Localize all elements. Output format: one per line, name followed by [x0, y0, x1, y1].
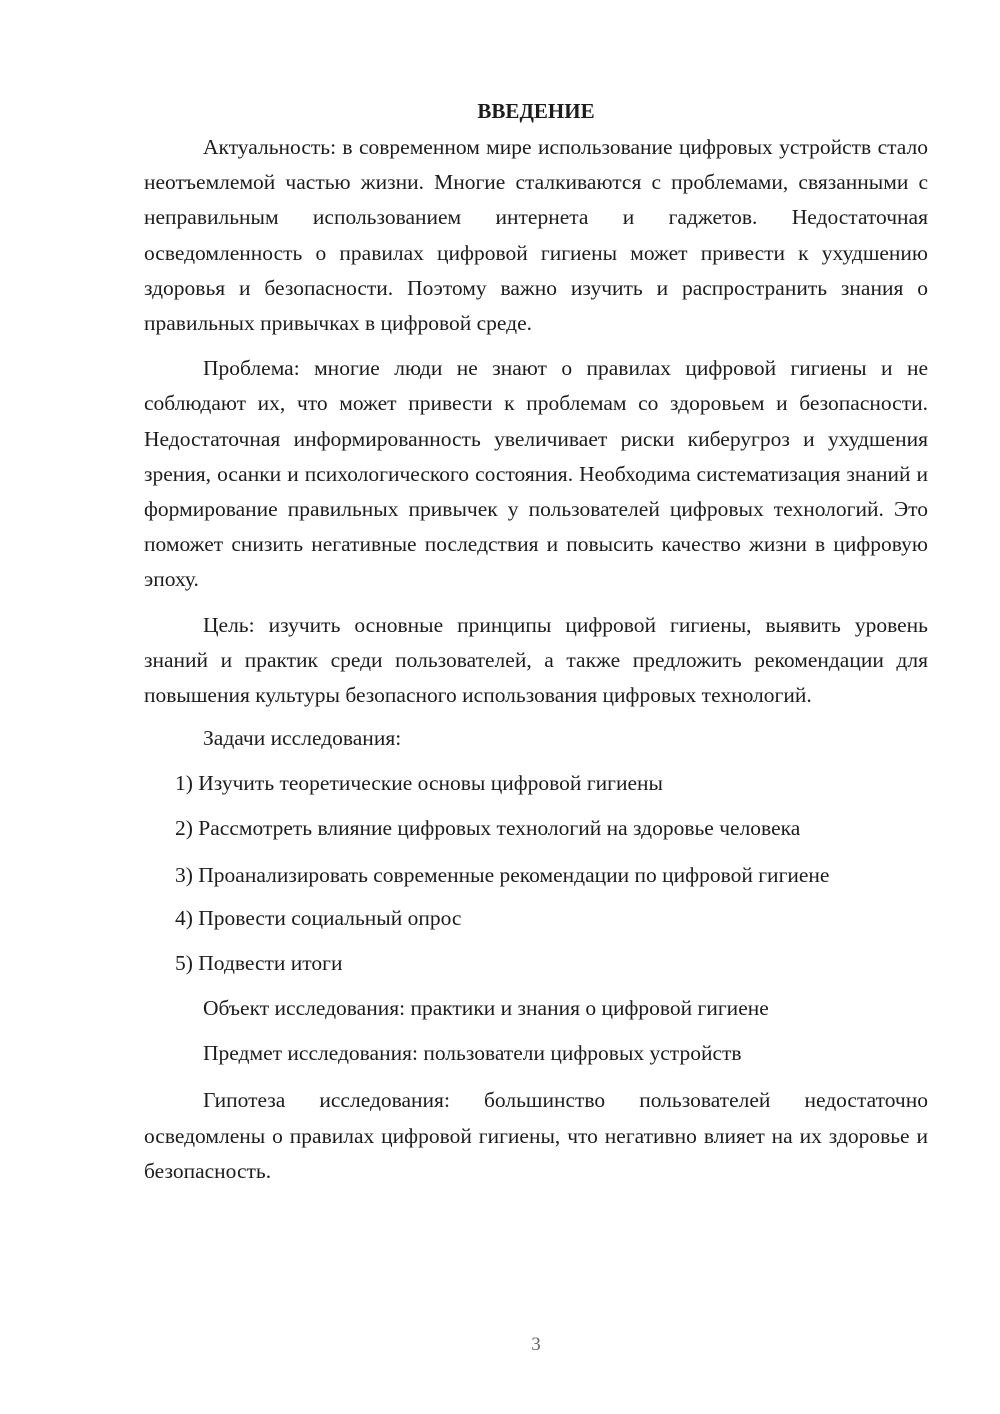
paragraph-problem: Проблема: многие люди не знают о правилах цифровой гигиены и не соблюдают их, что может привести к проблемам со здоровьем и безопасности. Недостаточная информированность увеличивает риски киберугроз и ухудшения зрения, осанки и психологического состояния. Необходима систематизация знаний и формирование правильных привычек у пользователей цифровых технологий. Это поможет снизить негативные последствия и повысить качество жизни в цифровую эпоху.	[144, 356, 928, 592]
page-number: 3	[531, 1334, 541, 1355]
paragraph-relevance: Актуальность: в современном мире использование цифровых устройств стало неотъемлемой частью жизни. Многие сталкиваются с проблемами, связанными с неправильным использованием интернета и гаджетов. Недостаточная осведомленность о правилах цифровой гигиены может привести к ухудшению здоровья и безопасности. Поэтому важно изучить и распространить знания о правильных привычках в цифровой среде.	[144, 135, 928, 336]
task-item: 5) Подвести итоги	[175, 951, 343, 976]
page-title: ВВЕДЕНИЕ	[477, 99, 595, 123]
task-item: 3) Проанализировать современные рекомендации по цифровой гигиене	[175, 863, 830, 888]
task-item: 2) Рассмотреть влияние цифровых технологий на здоровье человека	[175, 816, 801, 841]
document-page	[144, 96, 928, 1199]
research-hypothesis: Гипотеза исследования: большинство пользователей недостаточно осведомлены о правилах цифровой гигиены, что негативно влияет на их здоровье и безопасность.	[144, 1088, 928, 1183]
research-subject: Предмет исследования: пользователи цифровых устройств	[203, 1041, 742, 1066]
tasks-heading: Задачи исследования:	[203, 726, 402, 751]
paragraph-goal: Цель: изучить основные принципы цифровой гигиены, выявить уровень знаний и практик среди пользователей, а также предложить рекомендации для повышения культуры безопасного использования цифровых технологий.	[144, 612, 928, 708]
research-object: Объект исследования: практики и знания о цифровой гигиене	[203, 996, 769, 1021]
task-item: 4) Провести социальный опрос	[175, 906, 462, 931]
task-item: 1) Изучить теоретические основы цифровой гигиены	[175, 771, 663, 796]
